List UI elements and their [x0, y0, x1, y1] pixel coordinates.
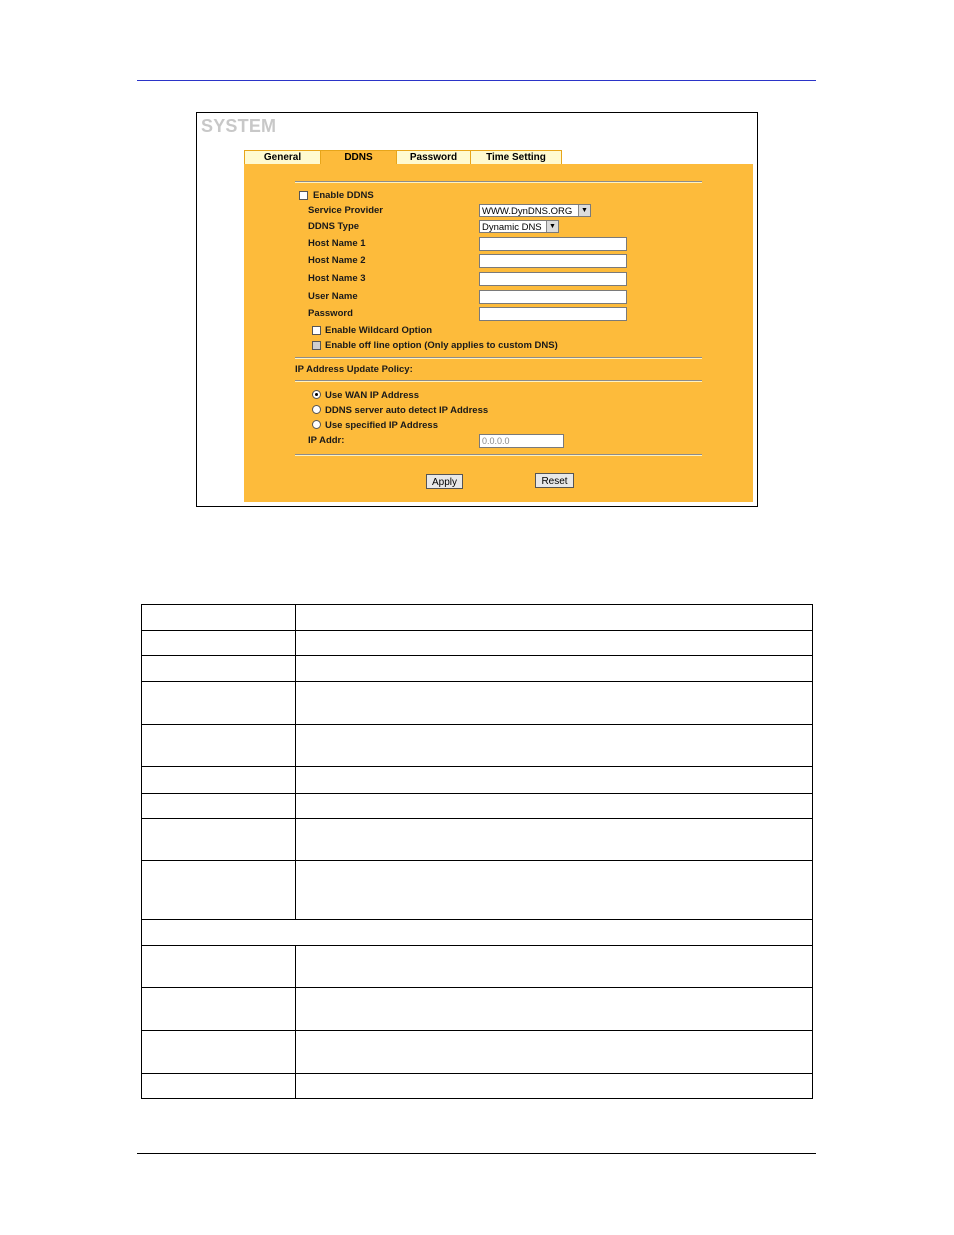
service-provider-label: Service Provider	[308, 205, 383, 216]
tab-general[interactable]: General	[244, 150, 321, 165]
description-table	[141, 604, 813, 1099]
host-name-3-label: Host Name 3	[308, 273, 366, 284]
table-row	[142, 819, 813, 861]
divider	[295, 181, 702, 183]
table-row	[142, 920, 813, 946]
ddns-type-label: DDNS Type	[308, 221, 360, 232]
table-row	[142, 794, 813, 819]
host-name-1-label: Host Name 1	[308, 238, 366, 249]
header-rule	[137, 80, 816, 81]
use-specified-ip-label: Use specified IP Address	[325, 420, 438, 431]
reset-button[interactable]: Reset	[535, 473, 574, 488]
password-label: Password	[308, 308, 353, 319]
host-name-1-input[interactable]	[479, 237, 627, 251]
table-row	[142, 1074, 813, 1099]
tab-time-setting[interactable]: Time Setting	[470, 150, 562, 165]
user-name-label: User Name	[308, 291, 358, 302]
table-row	[142, 725, 813, 767]
system-ddns-screenshot	[196, 112, 758, 507]
ddns-panel	[244, 164, 753, 502]
divider	[295, 380, 702, 382]
enable-ddns-label: Enable DDNS	[313, 190, 374, 201]
service-provider-select[interactable]	[479, 204, 591, 217]
page-title: SYSTEM	[201, 116, 277, 136]
enable-wildcard-label: Enable Wildcard Option	[325, 325, 433, 336]
enable-ddns-checkbox[interactable]	[299, 191, 308, 200]
use-specified-ip-radio[interactable]	[312, 420, 321, 429]
apply-button[interactable]: Apply	[426, 474, 463, 489]
ddns-type-value: Dynamic DNS	[482, 222, 542, 233]
ip-addr-input[interactable]: 0.0.0.0	[479, 434, 564, 448]
ip-addr-label: IP Addr:	[308, 435, 345, 446]
enable-wildcard-checkbox[interactable]	[312, 326, 321, 335]
table-row	[142, 861, 813, 920]
footer-rule	[137, 1153, 816, 1154]
enable-offline-label: Enable off line option (Only applies to custom DNS)	[325, 340, 558, 351]
password-input[interactable]	[479, 307, 627, 321]
table-row	[142, 631, 813, 656]
host-name-3-input[interactable]	[479, 272, 627, 286]
enable-offline-checkbox[interactable]	[312, 341, 321, 350]
table-row	[142, 946, 813, 988]
divider	[295, 357, 702, 359]
host-name-2-label: Host Name 2	[308, 255, 366, 266]
user-name-input[interactable]	[479, 290, 627, 304]
tab-password[interactable]: Password	[396, 150, 471, 165]
use-wan-ip-radio[interactable]	[312, 390, 321, 399]
table-row	[142, 682, 813, 725]
auto-detect-ip-radio[interactable]	[312, 405, 321, 414]
divider	[295, 454, 702, 456]
chevron-down-icon: ▼	[578, 205, 590, 216]
auto-detect-ip-label: DDNS server auto detect IP Address	[325, 405, 489, 416]
service-provider-value: WWW.DynDNS.ORG	[482, 206, 573, 217]
ip-update-policy-title: IP Address Update Policy:	[295, 364, 413, 375]
ddns-type-select[interactable]	[479, 220, 559, 233]
table-row	[142, 656, 813, 682]
table-row	[142, 605, 813, 631]
table-row	[142, 1031, 813, 1074]
use-wan-ip-label: Use WAN IP Address	[325, 390, 419, 401]
table-row	[142, 767, 813, 794]
host-name-2-input[interactable]	[479, 254, 627, 268]
chevron-down-icon: ▼	[546, 221, 558, 232]
tab-ddns[interactable]: DDNS	[320, 150, 397, 165]
table-row	[142, 988, 813, 1031]
